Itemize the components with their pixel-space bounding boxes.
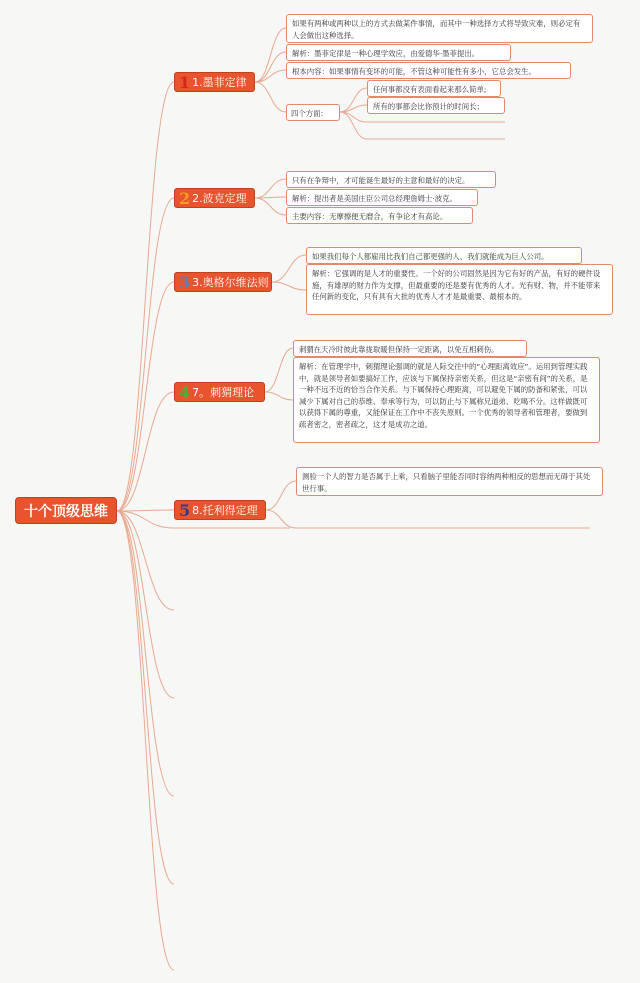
- connector-line: [117, 511, 174, 796]
- sub-item: 所有的事都会比你预计的时间长；: [367, 97, 505, 114]
- branch-label: 8.托利得定理: [192, 504, 258, 517]
- connector-line: [117, 392, 174, 511]
- connector-line: [265, 392, 293, 400]
- connector-line: [272, 255, 306, 282]
- branch-label: 1.墨菲定律: [192, 76, 247, 89]
- leaf-burke-definition: 只有在争辩中，才可能诞生最好的主意和最好的决定。: [286, 171, 496, 188]
- connector-line: [255, 179, 286, 198]
- sub-node-four-aspects[interactable]: 四个方面:: [286, 104, 340, 121]
- leaf-hedgehog-analysis: 解析：在管理学中，刺猬理论强调的就是人际交往中的“心理距离效应”。运用到管理实践中，就是领导者如要搞好工作，应该与下属保持亲密关系，但这是“亲密有间”的关系，是一种不远不近的恰当合作关系。与下属保持心理距离，可以避免下属的防备和紧张，可以减少下属对自己的恭维、奉承等行为，可以防止与下属称兄道弟、吃喝不分。这样做既可以获得下属的尊重，又能保证在工作中不丧失原则。一个优秀的领导者和管理者，要做到疏者密之，密者疏之，这才是成功之道。: [293, 357, 600, 443]
- connector-line: [117, 511, 174, 884]
- branch-ogilvy[interactable]: [174, 272, 272, 292]
- branch-burke[interactable]: [174, 188, 255, 208]
- connector-line: [255, 82, 286, 112]
- branch-tolid[interactable]: [174, 500, 266, 520]
- leaf-ogilvy-analysis: 解析：它强调的是人才的重要性。一个好的公司固然是因为它有好的产品，有好的硬件设施，有雄厚的财力作为支撑，但最重要的还是要有优秀的人才。光有财、物，并不能带来任何新的变化，只有具有大批的优秀人才才是最重要、最根本的。: [306, 264, 613, 315]
- leaf-murphy-content: 根本内容：如果事情有变坏的可能，不管这种可能性有多小，它总会发生。: [286, 62, 571, 79]
- connector-line: [255, 198, 286, 215]
- connector-line: [266, 481, 296, 510]
- connector-line: [117, 82, 174, 511]
- leaf-burke-content: 主要内容：无摩擦便无磨合，有争论才有高论。: [286, 207, 473, 224]
- branch-murphy[interactable]: [174, 72, 255, 92]
- branch-label: 2.波克定理: [192, 192, 247, 205]
- branch-number: 4: [179, 382, 191, 402]
- leaf-burke-analysis: 解析：提出者是美国庄臣公司总经理詹姆士·波克。: [286, 189, 478, 206]
- connector-line: [117, 510, 174, 511]
- root-label: 十个顶级思维: [24, 503, 108, 520]
- leaf-hedgehog-definition: 刺猬在天冷时彼此靠拢取暖但保持一定距离，以免互相刺伤。: [293, 340, 527, 357]
- branch-label: 3.奥格尔维法则: [192, 276, 269, 289]
- branch-number: 3: [179, 272, 191, 292]
- sub-item: 任何事都没有表面看起来那么简单;: [367, 80, 501, 97]
- leaf-ogilvy-definition: 如果我们每个人都雇用比我们自己都更强的人，我们就能成为巨人公司。: [306, 247, 582, 264]
- connector-line: [117, 511, 174, 698]
- root-node[interactable]: [15, 497, 117, 524]
- branch-number: 2: [179, 188, 191, 208]
- connector-line: [117, 511, 174, 970]
- branch-hedgehog[interactable]: [174, 382, 265, 402]
- leaf-tolid-definition: 测验一个人的智力是否属于上乘，只看脑子里能否同时容纳两种相反的思想而无碍于其处世行事。: [296, 467, 603, 496]
- connector-line: [340, 112, 367, 139]
- leaf-murphy-analysis: 解析：墨菲定律是一种心理学效应，由爱德华·墨菲提出。: [286, 44, 511, 61]
- leaf-murphy-definition: 如果有两种或两种以上的方式去做某件事情，而其中一种选择方式将导致灾难，则必定有人会做出这种选择。: [286, 14, 593, 43]
- branch-number: 1: [179, 72, 191, 92]
- connector-line: [265, 348, 293, 392]
- branch-number: 5: [179, 500, 191, 520]
- connector-line: [255, 28, 286, 82]
- connector-line: [117, 198, 174, 511]
- connector-line: [266, 510, 296, 528]
- branch-label: 7。刺猬理论: [192, 386, 255, 399]
- connector-line: [272, 282, 306, 290]
